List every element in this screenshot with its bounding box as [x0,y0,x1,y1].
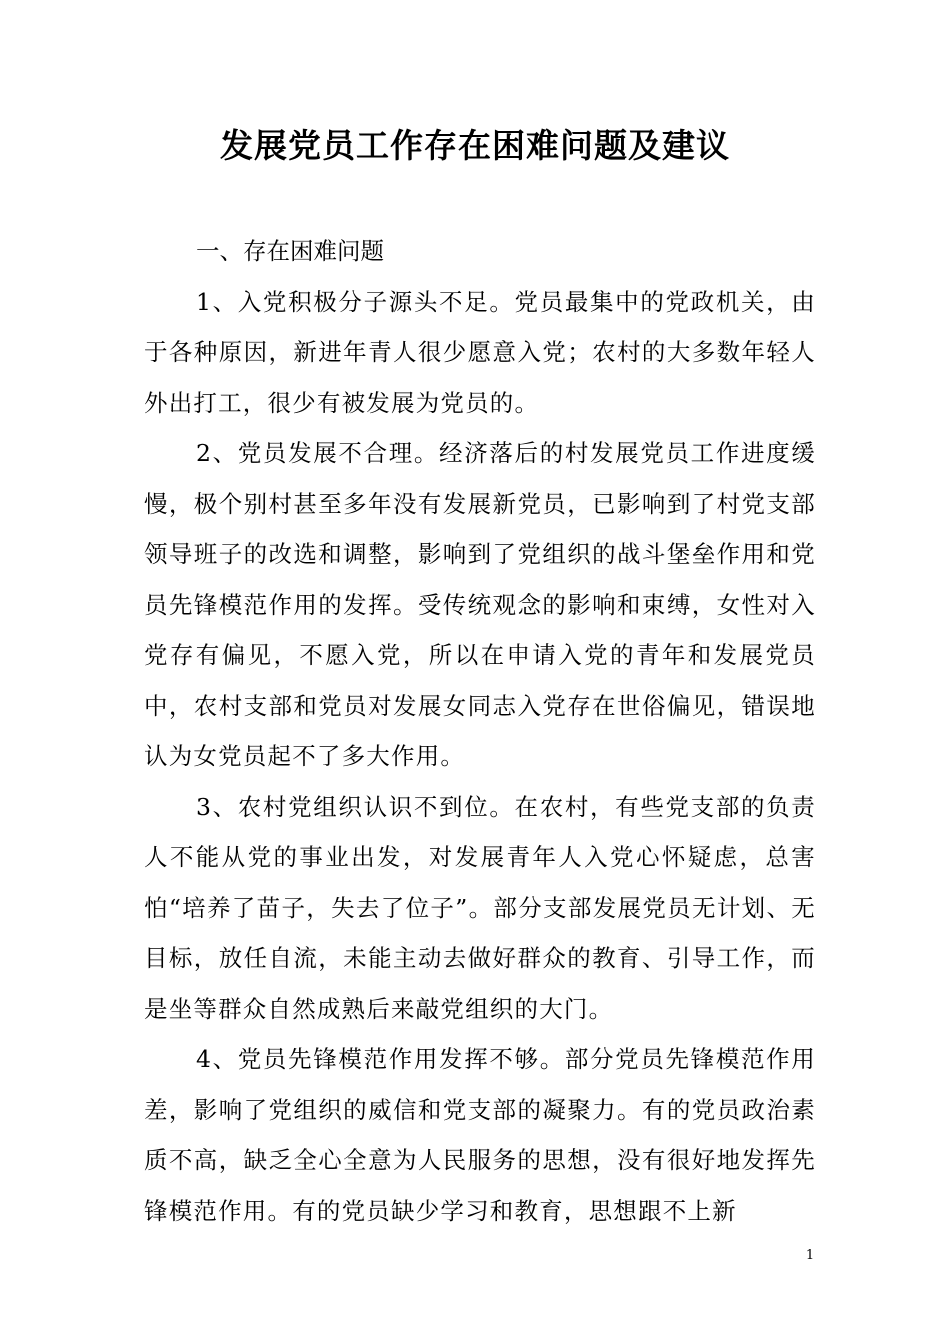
paragraph-2: 2、党员发展不合理。经济落后的村发展党员工作进度缓慢，极个别村甚至多年没有发展新党员，已影响到了村党支部领导班子的改选和调整，影响到了党组织的战斗堡垒作用和党员先锋模范作用的发挥。受传统观念的影响和束缚，女性对入党存有偏见，不愿入党，所以在申请入党的青年和发展党员中，农村支部和党员对发展女同志入党存在世俗偏见，错误地认为女党员起不了多大作用。 [144,439,816,770]
section-heading: 一、存在困难问题 [196,237,384,265]
paragraph-3: 3、农村党组织认识不到位。在农村，有些党支部的负责人不能从党的事业出发，对发展青年人入党心怀疑虑，总害怕“培养了苗子，失去了位子”。部分支部发展党员无计划、无目标，放任自流，未能主动去做好群众的教育、引导工作，而是坐等群众自然成熟后来敲党组织的大门。 [144,792,816,1023]
paragraph-1: 1、入党积极分子源头不足。党员最集中的党政机关，由于各种原因，新进年青人很少愿意入党；农村的大多数年轻人外出打工，很少有被发展为党员的。 [144,287,816,417]
paragraph-4: 4、党员先锋模范作用发挥不够。部分党员先锋模范作用差，影响了党组织的威信和党支部的凝聚力。有的党员政治素质不高，缺乏全心全意为人民服务的思想，没有很好地发挥先锋模范作用。有的党员缺少学习和教育，思想跟不上新 [144,1045,816,1225]
page-number: 1 [805,1248,815,1263]
document-body [144,226,816,1236]
document-title: 发展党员工作存在困难问题及建议 [220,126,730,165]
